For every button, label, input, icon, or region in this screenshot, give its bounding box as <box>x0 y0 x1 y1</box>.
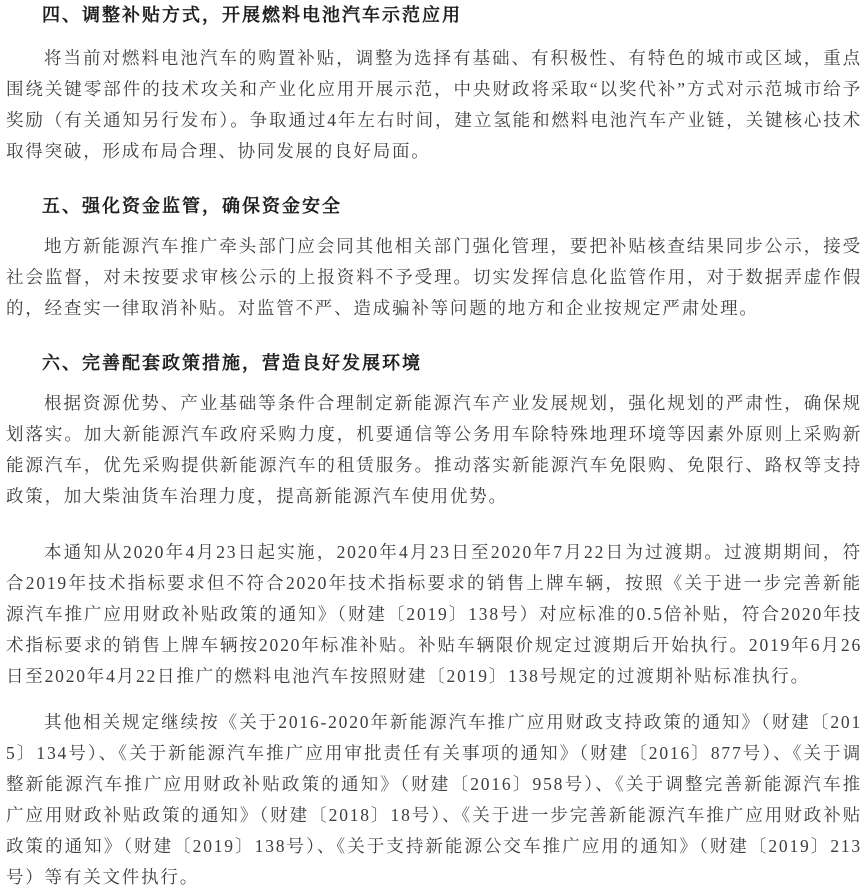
section-6-paragraph-2: 本通知从2020年4月23日起实施，2020年4月23日至2020年7月22日为过渡期。过渡期期间，符合2019年技术指标要求但不符合2020年技术指标要求的销售上牌车辆，按照《关于进一步完善新能源汽车推广应用财政补贴政策的通知》（财建〔2019〕138号）对应标准的0.5倍补贴，符合2020年技术指标要求的销售上牌车辆按2020年标准补贴。补贴车辆限价规定过渡期后开始执行。2019年6月26日至2020年4月22日推广的燃料电池汽车按照财建〔2019〕138号规定的过渡期补贴标准执行。 <box>6 542 862 686</box>
section-6-paragraph-1: 根据资源优势、产业基础等条件合理制定新能源汽车产业发展规划，强化规划的严肃性，确保规划落实。加大新能源汽车政府采购力度，机要通信等公务用车除特殊地理环境等因素外原则上采购新能源汽车，优先采购提供新能源汽车的租赁服务。推动落实新能源汽车免限购、免限行、路权等支持政策，加大柴油货车治理力度，提高新能源汽车使用优势。 <box>6 393 862 506</box>
section-4-paragraph-1: 将当前对燃料电池汽车的购置补贴，调整为选择有基础、有积极性、有特色的城市或区域，重点围绕关键零部件的技术攻关和产业化应用开展示范，中央财政将采取“以奖代补”方式对示范城市给予奖励（有关通知另行发布）。争取通过4年左右时间，建立氢能和燃料电池汽车产业链，关键核心技术取得突破，形成布局合理、协同发展的良好局面。 <box>6 48 862 161</box>
section-6-paragraph-3: 其他相关规定继续按《关于2016-2020年新能源汽车推广应用财政支持政策的通知》（财建〔2015〕134号）、《关于新能源汽车推广应用审批责任有关事项的通知》（财建〔2016〕877号）、《关于调整新能源汽车推广应用财政补贴政策的通知》（财建〔2016〕958号）、《关于调整完善新能源汽车推广应用财政补贴政策的通知》（财建〔2018〕18号）、《关于进一步完善新能源汽车推广应用财政补贴政策的通知》（财建〔2019〕138号）、《关于支持新能源公交车推广应用的通知》（财建〔2019〕213号）等有关文件执行。 <box>6 712 862 887</box>
section-5-paragraph-1: 地方新能源汽车推广牵头部门应会同其他相关部门强化管理，要把补贴核查结果同步公示，接受社会监督，对未按要求审核公示的上报资料不予受理。切实发挥信息化监管作用，对于数据弄虚作假的，经查实一律取消补贴。对监管不严、造成骗补等问题的地方和企业按规定严肃处理。 <box>6 236 862 318</box>
section-heading-6: 六、完善配套政策措施，营造良好发展环境 <box>42 353 422 373</box>
section-heading-5: 五、强化资金监管，确保资金安全 <box>42 196 342 216</box>
section-heading-4: 四、调整补贴方式，开展燃料电池汽车示范应用 <box>42 5 462 25</box>
